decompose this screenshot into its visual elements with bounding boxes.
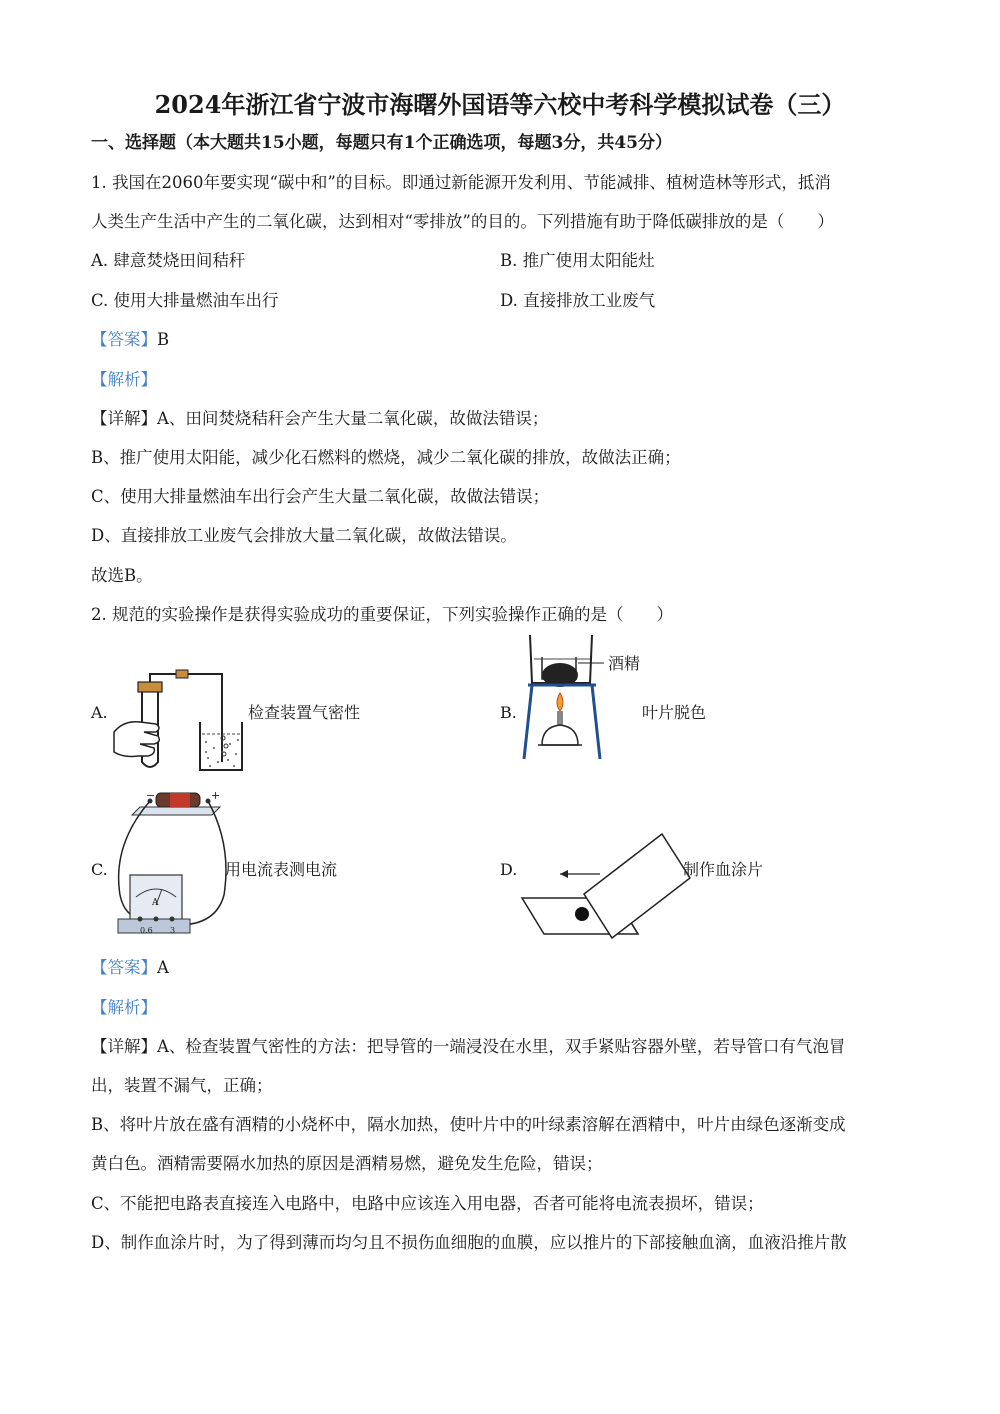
q1-answer: B xyxy=(157,330,170,349)
q1-detail-3: C、使用大排量燃油车出行会产生大量二氧化碳，故做法错误； xyxy=(91,487,550,506)
q1-conclusion: 故选B。 xyxy=(91,566,153,585)
q2-detail-2b: 黄白色。酒精需要隔水加热的原因是酒精易燃，避免发生危险，错误； xyxy=(91,1154,603,1173)
q2-detail-1a xyxy=(91,1036,845,1058)
q1-detail-4: D、直接排放工业废气会排放大量二氧化碳，故做法错误。 xyxy=(91,526,517,545)
q1-stem-line1: 1. 我国在2060年要实现“碳中和”的目标。即通过新能源开发利用、节能减排、植树造林等形式，抵消 xyxy=(91,173,831,192)
detail-tag: 【详解】 xyxy=(91,1037,157,1056)
q2-option-c-letter: C. xyxy=(91,860,108,879)
q2-option-b-letter: B. xyxy=(500,703,517,722)
q2-detail-1a-text: A、检查装置气密性的方法：把导管的一端浸没在水里，双手紧贴容器外壁，若导管口有气泡冒 xyxy=(157,1037,846,1056)
answer-tag: 【答案】 xyxy=(91,958,157,977)
q2-option-c-minus: − xyxy=(146,789,156,802)
q1-option-a: A. 肆意焚烧田间秸秆 xyxy=(91,251,246,270)
q2-option-c-scale-0-6: 0.6 xyxy=(140,926,153,935)
q2-detail-3: C、不能把电路表直接连入电路中，电路中应该连入用电器，否者可能将电流表损坏，错误； xyxy=(91,1194,764,1213)
q1-stem-line2: 人类生产生活中产生的二氧化碳，达到相对“零排放”的目的。下列措施有助于降低碳排放的是（ ） xyxy=(91,212,834,231)
q2-option-b-alcohol-label: 酒精 xyxy=(608,654,641,673)
q2-option-a-letter: A. xyxy=(91,703,108,722)
q2-option-c-scale-3: 3 xyxy=(170,926,176,935)
q2-option-d-letter: D. xyxy=(500,860,518,879)
q2-option-c-meter-symbol: A xyxy=(152,898,159,908)
q2-answer-line xyxy=(91,957,169,979)
airtightness-apparatus-figure xyxy=(110,662,250,777)
q2-option-a-label: 检查装置气密性 xyxy=(248,703,361,722)
q1-detail-1 xyxy=(91,408,548,430)
q1-option-b: B. 推广使用太阳能灶 xyxy=(500,251,655,270)
q1-option-c: C. 使用大排量燃油车出行 xyxy=(91,291,279,310)
q2-detail-1b: 出，装置不漏气，正确； xyxy=(91,1076,273,1095)
q2-detail-4: D、制作血涂片时，为了得到薄而均匀且不损伤血细胞的血膜，应以推片的下部接触血滴，血液沿推片散 xyxy=(91,1233,847,1252)
blood-smear-figure xyxy=(520,830,680,938)
q1-option-d: D. 直接排放工业废气 xyxy=(500,291,656,310)
q2-detail-2a: B、将叶片放在盛有酒精的小烧杯中，隔水加热，使叶片中的叶绿素溶解在酒精中，叶片由绿色逐渐变成 xyxy=(91,1115,846,1134)
q1-answer-line xyxy=(91,329,169,351)
q2-stem: 2. 规范的实验操作是获得实验成功的重要保证，下列实验操作正确的是（ ） xyxy=(91,605,673,624)
q1-detail-2: B、推广使用太阳能，减少化石燃料的燃烧，减少二氧化碳的排放，故做法正确； xyxy=(91,448,681,467)
q2-analysis-tag: 【解析】 xyxy=(91,998,157,1017)
leaf-decolorization-figure xyxy=(520,633,610,763)
q1-analysis-tag: 【解析】 xyxy=(91,370,157,389)
section-heading: 一、选择题（本大题共15小题，每题只有1个正确选项，每题3分，共45分） xyxy=(91,133,672,153)
q1-detail-1-text: A、田间焚烧秸秆会产生大量二氧化碳，故做法错误； xyxy=(157,409,549,428)
page-title: 2024年浙江省宁波市海曙外国语等六校中考科学模拟试卷（三） xyxy=(154,90,846,119)
q2-option-d-label: 制作血涂片 xyxy=(683,860,764,879)
q2-answer: A xyxy=(157,958,169,977)
q2-option-c-plus: + xyxy=(211,789,221,802)
ammeter-circuit-figure xyxy=(112,785,237,937)
q2-option-b-label: 叶片脱色 xyxy=(642,703,707,722)
q2-option-c-label: 用电流表测电流 xyxy=(225,860,338,879)
answer-tag: 【答案】 xyxy=(91,330,157,349)
detail-tag: 【详解】 xyxy=(91,409,157,428)
